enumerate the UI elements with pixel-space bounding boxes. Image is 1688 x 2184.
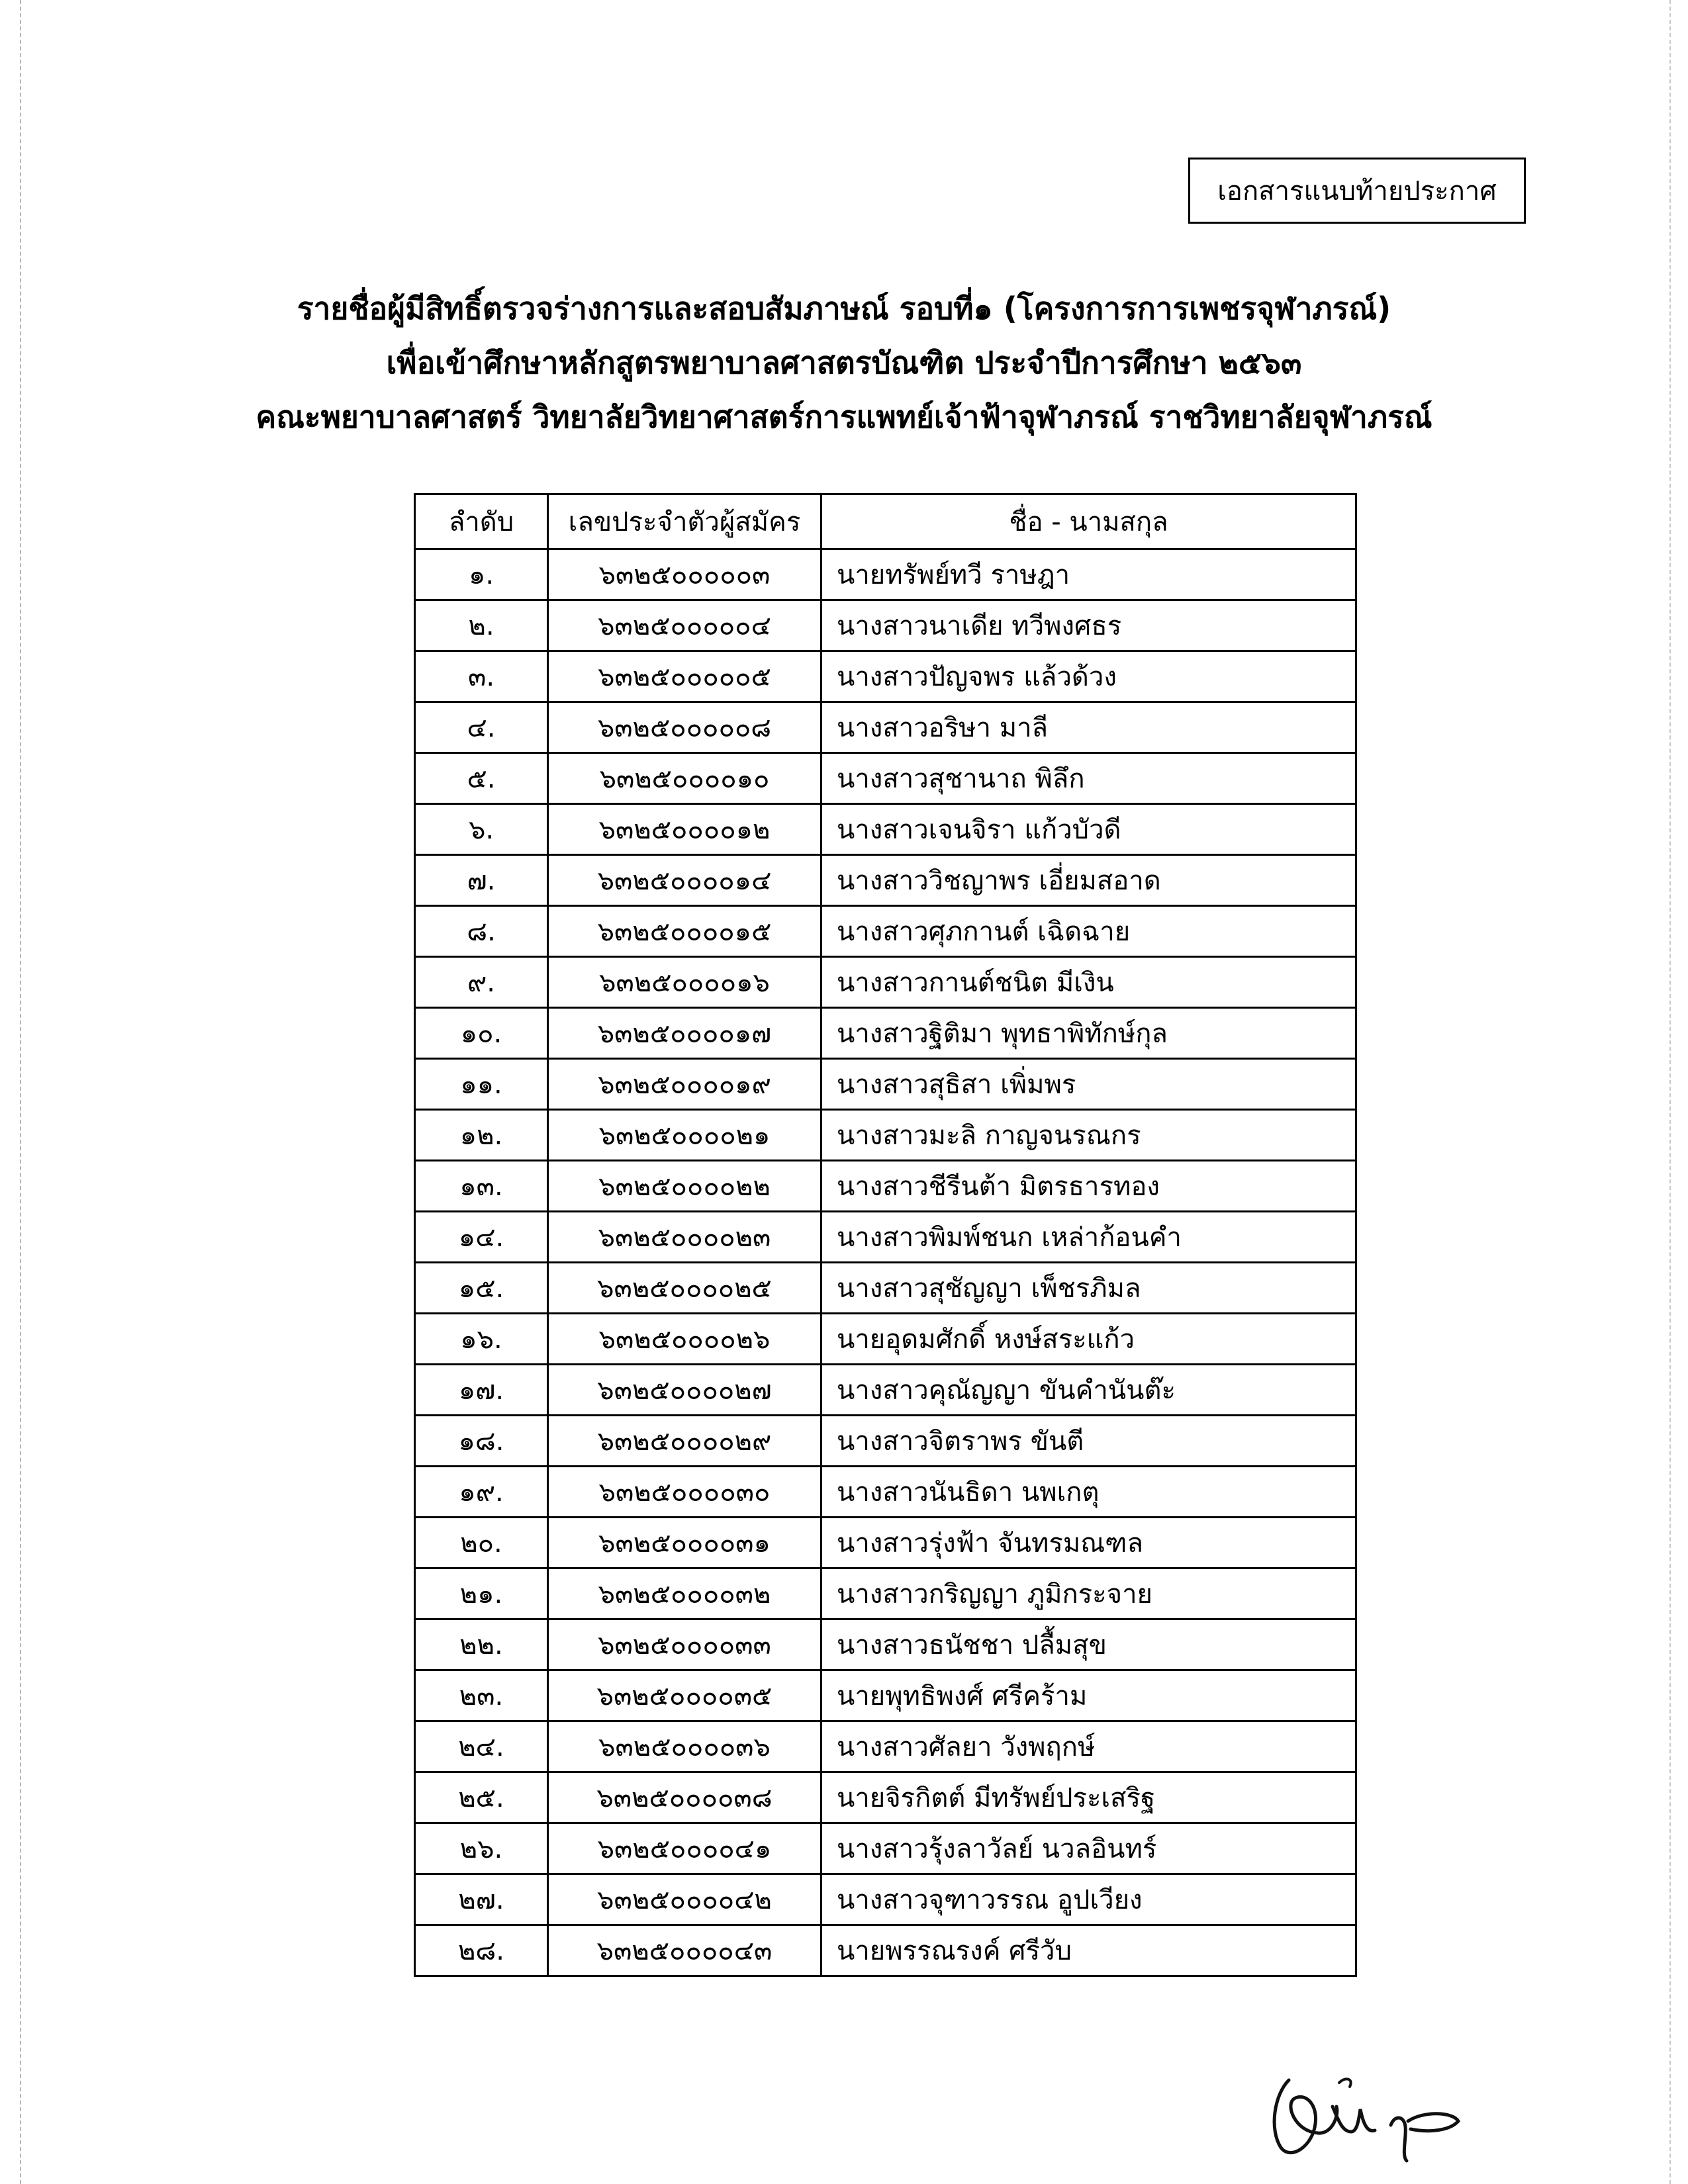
applicant-table bbox=[414, 493, 1357, 1977]
row-full-name: นางสาวศัลยา วังพฤกษ์ bbox=[821, 1721, 1356, 1772]
table-row bbox=[415, 1365, 1356, 1416]
row-sequence: ๖. bbox=[415, 804, 548, 855]
row-applicant-id: ๖๓๒๕๐๐๐๐๒๙ bbox=[548, 1416, 821, 1467]
row-applicant-id: ๖๓๒๕๐๐๐๐๒๓ bbox=[548, 1212, 821, 1263]
attachment-label-box bbox=[1188, 158, 1526, 224]
table-row bbox=[415, 855, 1356, 906]
row-sequence: ๑๐. bbox=[415, 1008, 548, 1059]
table-row bbox=[415, 1772, 1356, 1823]
row-sequence: ๑๒. bbox=[415, 1110, 548, 1161]
row-full-name: นายทรัพย์ทวี ราษฎา bbox=[821, 549, 1356, 600]
row-full-name: นางสาวฐิติมา พุทธาพิทักษ์กุล bbox=[821, 1008, 1356, 1059]
row-full-name: นางสาวกริญญา ภูมิกระจาย bbox=[821, 1569, 1356, 1619]
table-row bbox=[415, 1314, 1356, 1365]
table-row bbox=[415, 1569, 1356, 1619]
row-sequence: ๑๗. bbox=[415, 1365, 548, 1416]
table-row bbox=[415, 1670, 1356, 1721]
row-full-name: นางสาวสุธิสา เพิ่มพร bbox=[821, 1059, 1356, 1110]
row-applicant-id: ๖๓๒๕๐๐๐๐๓๒ bbox=[548, 1569, 821, 1619]
table-row bbox=[415, 1823, 1356, 1874]
row-full-name: นางสาวนาเดีย ทวีพงศธร bbox=[821, 600, 1356, 651]
row-sequence: ๘. bbox=[415, 906, 548, 957]
table-row bbox=[415, 1059, 1356, 1110]
row-applicant-id: ๖๓๒๕๐๐๐๐๒๑ bbox=[548, 1110, 821, 1161]
table-row bbox=[415, 804, 1356, 855]
row-applicant-id: ๖๓๒๕๐๐๐๐๑๒ bbox=[548, 804, 821, 855]
table-row bbox=[415, 1416, 1356, 1467]
row-sequence: ๑. bbox=[415, 549, 548, 600]
table-row bbox=[415, 1518, 1356, 1569]
row-sequence: ๑๔. bbox=[415, 1212, 548, 1263]
header-applicant-id: เลขประจำตัวผู้สมัคร bbox=[548, 494, 821, 549]
row-applicant-id: ๖๓๒๕๐๐๐๐๒๖ bbox=[548, 1314, 821, 1365]
table-row bbox=[415, 1874, 1356, 1925]
row-applicant-id: ๖๓๒๕๐๐๐๐๔๒ bbox=[548, 1874, 821, 1925]
header-sequence: ลำดับ bbox=[415, 494, 548, 549]
header-full-name: ชื่อ - นามสกุล bbox=[821, 494, 1356, 549]
table-row bbox=[415, 1110, 1356, 1161]
row-full-name: นางสาวอริษา มาลี bbox=[821, 702, 1356, 753]
table-row bbox=[415, 600, 1356, 651]
attachment-label: เอกสารแนบท้ายประกาศ bbox=[1217, 176, 1497, 206]
table-body bbox=[415, 549, 1356, 1976]
row-full-name: นางสาวรุ้งลาวัลย์ นวลอินทร์ bbox=[821, 1823, 1356, 1874]
row-sequence: ๒๑. bbox=[415, 1569, 548, 1619]
row-applicant-id: ๖๓๒๕๐๐๐๐๒๕ bbox=[548, 1263, 821, 1314]
table-row bbox=[415, 1161, 1356, 1212]
table-row bbox=[415, 957, 1356, 1008]
row-full-name: นางสาวปัญจพร แล้วด้วง bbox=[821, 651, 1356, 702]
table-header-row bbox=[415, 494, 1356, 549]
row-full-name: นางสาวรุ่งฟ้า จันทรมณฑล bbox=[821, 1518, 1356, 1569]
row-applicant-id: ๖๓๒๕๐๐๐๐๑๐ bbox=[548, 753, 821, 804]
row-full-name: นายจิรกิตต์ มีทรัพย์ประเสริฐ bbox=[821, 1772, 1356, 1823]
row-sequence: ๒๘. bbox=[415, 1925, 548, 1976]
row-applicant-id: ๖๓๒๕๐๐๐๐๓๐ bbox=[548, 1467, 821, 1518]
row-applicant-id: ๖๓๒๕๐๐๐๐๑๔ bbox=[548, 855, 821, 906]
row-full-name: นางสาวคุณัญญา ขันคำนันต๊ะ bbox=[821, 1365, 1356, 1416]
table-row bbox=[415, 1721, 1356, 1772]
row-applicant-id: ๖๓๒๕๐๐๐๐๓๘ bbox=[548, 1772, 821, 1823]
row-sequence: ๒๗. bbox=[415, 1874, 548, 1925]
row-full-name: นางสาวเจนจิรา แก้วบัวดี bbox=[821, 804, 1356, 855]
row-full-name: นายพุทธิพงศ์ ศรีคร้าม bbox=[821, 1670, 1356, 1721]
row-applicant-id: ๖๓๒๕๐๐๐๐๓๕ bbox=[548, 1670, 821, 1721]
row-sequence: ๒๐. bbox=[415, 1518, 548, 1569]
row-sequence: ๔. bbox=[415, 702, 548, 753]
row-sequence: ๒๓. bbox=[415, 1670, 548, 1721]
row-sequence: ๓. bbox=[415, 651, 548, 702]
row-sequence: ๑๖. bbox=[415, 1314, 548, 1365]
row-full-name: นางสาวศุภกานต์ เฉิดฉาย bbox=[821, 906, 1356, 957]
table-row bbox=[415, 906, 1356, 957]
table-row bbox=[415, 1619, 1356, 1670]
title-line-1: รายชื่อผู้มีสิทธิ์ตรวจร่างการและสอบสัมภาษณ์ รอบที่๑ (โครงการการเพชรจุฬาภรณ์) bbox=[297, 291, 1391, 326]
row-applicant-id: ๖๓๒๕๐๐๐๐๐๔ bbox=[548, 600, 821, 651]
row-full-name: นางสาวพิมพ์ชนก เหล่าก้อนคำ bbox=[821, 1212, 1356, 1263]
row-full-name: นางสาวสุชานาถ พิลึก bbox=[821, 753, 1356, 804]
row-sequence: ๕. bbox=[415, 753, 548, 804]
row-applicant-id: ๖๓๒๕๐๐๐๐๑๕ bbox=[548, 906, 821, 957]
row-sequence: ๑๑. bbox=[415, 1059, 548, 1110]
table-row bbox=[415, 1212, 1356, 1263]
row-sequence: ๑๘. bbox=[415, 1416, 548, 1467]
table-row bbox=[415, 1467, 1356, 1518]
row-applicant-id: ๖๓๒๕๐๐๐๐๑๗ bbox=[548, 1008, 821, 1059]
row-full-name: นายอุดมศักดิ์ หงษ์สระแก้ว bbox=[821, 1314, 1356, 1365]
table-row bbox=[415, 1925, 1356, 1976]
row-sequence: ๑๓. bbox=[415, 1161, 548, 1212]
row-full-name: นางสาวกานต์ชนิต มีเงิน bbox=[821, 957, 1356, 1008]
row-applicant-id: ๖๓๒๕๐๐๐๐๓๓ bbox=[548, 1619, 821, 1670]
row-sequence: ๙. bbox=[415, 957, 548, 1008]
row-sequence: ๗. bbox=[415, 855, 548, 906]
row-sequence: ๒๕. bbox=[415, 1772, 548, 1823]
row-applicant-id: ๖๓๒๕๐๐๐๐๐๓ bbox=[548, 549, 821, 600]
row-applicant-id: ๖๓๒๕๐๐๐๐๑๙ bbox=[548, 1059, 821, 1110]
table-row bbox=[415, 753, 1356, 804]
row-sequence: ๑๙. bbox=[415, 1467, 548, 1518]
row-full-name: นางสาวธนัชชา ปลื้มสุข bbox=[821, 1619, 1356, 1670]
table-row bbox=[415, 651, 1356, 702]
title-line-3: คณะพยาบาลศาสตร์ วิทยาลัยวิทยาศาสตร์การแพทย์เจ้าฟ้าจุฬาภรณ์ ราชวิทยาลัยจุฬาภรณ์ bbox=[256, 399, 1432, 435]
row-full-name: นางสาวนันธิดา นพเกตุ bbox=[821, 1467, 1356, 1518]
row-sequence: ๑๕. bbox=[415, 1263, 548, 1314]
table-row bbox=[415, 702, 1356, 753]
row-full-name: นางสาวจิตราพร ขันตี bbox=[821, 1416, 1356, 1467]
row-applicant-id: ๖๓๒๕๐๐๐๐๐๘ bbox=[548, 702, 821, 753]
row-sequence: ๒๖. bbox=[415, 1823, 548, 1874]
row-applicant-id: ๖๓๒๕๐๐๐๐๓๖ bbox=[548, 1721, 821, 1772]
row-full-name: นางสาวจุฑาวรรณ อูปเวียง bbox=[821, 1874, 1356, 1925]
table-row bbox=[415, 1008, 1356, 1059]
handwritten-signature bbox=[1254, 2068, 1466, 2167]
row-applicant-id: ๖๓๒๕๐๐๐๐๑๖ bbox=[548, 957, 821, 1008]
row-full-name: นางสาวสุชัญญา เพ็ชรภิมล bbox=[821, 1263, 1356, 1314]
row-applicant-id: ๖๓๒๕๐๐๐๐๓๑ bbox=[548, 1518, 821, 1569]
title-line-2: เพื่อเข้าศึกษาหลักสูตรพยาบาลศาสตรบัณฑิต ประจำปีการศึกษา ๒๕๖๓ bbox=[386, 345, 1302, 381]
row-full-name: นางสาววิชญาพร เอี่ยมสอาด bbox=[821, 855, 1356, 906]
row-applicant-id: ๖๓๒๕๐๐๐๐๔๓ bbox=[548, 1925, 821, 1976]
row-full-name: นายพรรณรงค์ ศรีวับ bbox=[821, 1925, 1356, 1976]
row-applicant-id: ๖๓๒๕๐๐๐๐๔๑ bbox=[548, 1823, 821, 1874]
row-applicant-id: ๖๓๒๕๐๐๐๐๒๒ bbox=[548, 1161, 821, 1212]
row-applicant-id: ๖๓๒๕๐๐๐๐๐๕ bbox=[548, 651, 821, 702]
row-sequence: ๒๒. bbox=[415, 1619, 548, 1670]
row-applicant-id: ๖๓๒๕๐๐๐๐๒๗ bbox=[548, 1365, 821, 1416]
row-full-name: นางสาวชีรีนต้า มิตรธารทอง bbox=[821, 1161, 1356, 1212]
row-sequence: ๒. bbox=[415, 600, 548, 651]
row-full-name: นางสาวมะลิ กาญจนรณกร bbox=[821, 1110, 1356, 1161]
table-row bbox=[415, 549, 1356, 600]
row-sequence: ๒๔. bbox=[415, 1721, 548, 1772]
table-row bbox=[415, 1263, 1356, 1314]
